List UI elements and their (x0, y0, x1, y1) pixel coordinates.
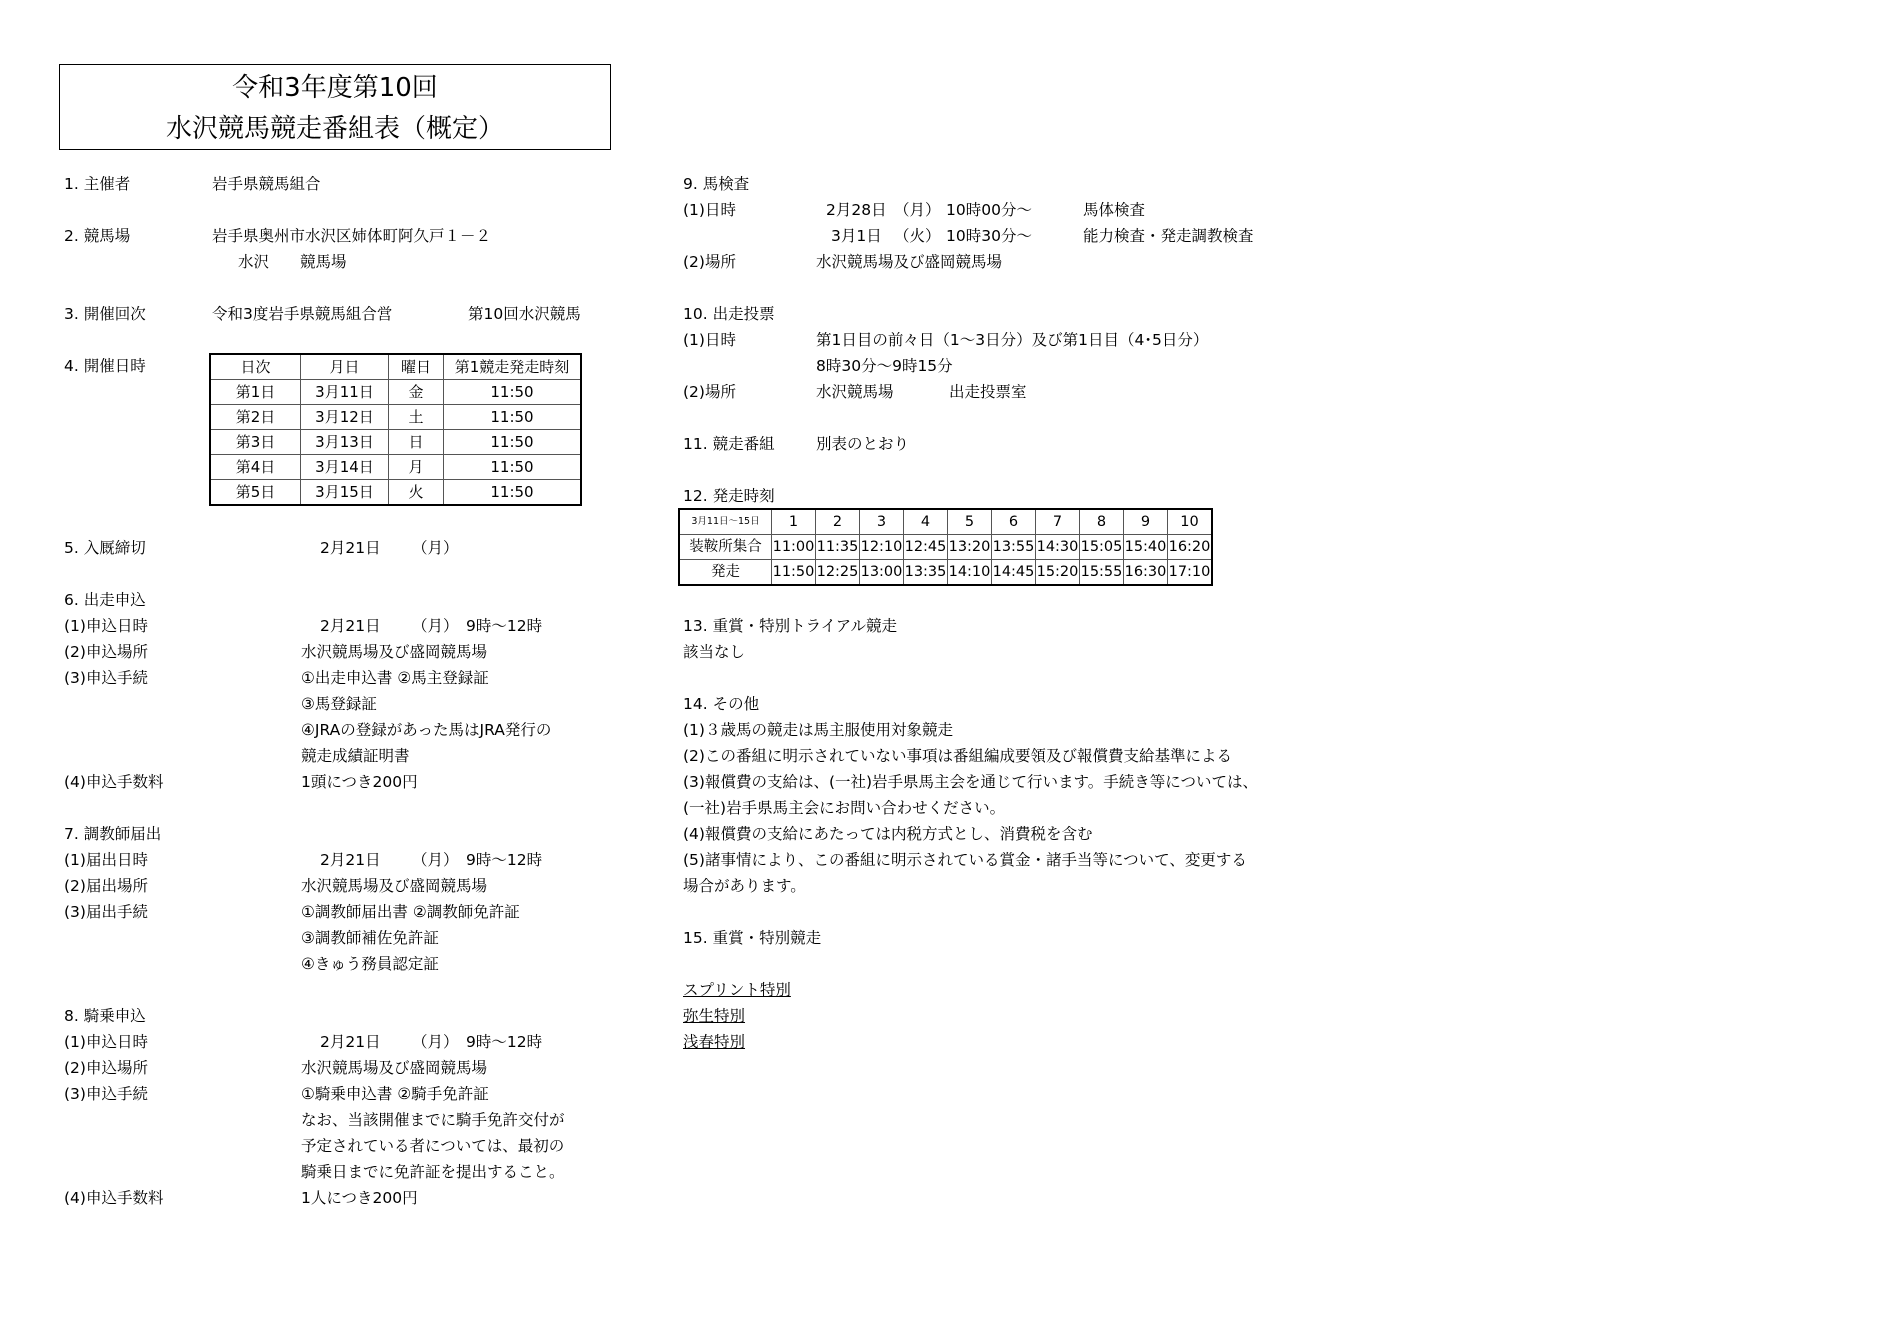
s8-label: 8. 騎乗申込 (64, 1007, 146, 1025)
table-header-row (210, 354, 581, 380)
s9-row-2-dow: （火） (894, 227, 941, 245)
s14-label: 14. その他 (683, 695, 760, 713)
s6-item-4-value: 1頭につき200円 (301, 773, 418, 791)
row-label: 発走 (679, 560, 772, 586)
table-cell: 12:10 (860, 535, 904, 560)
s7-item-3-line-1: ①調教師届出書 ②調教師免許証 (301, 903, 520, 921)
special-race-link[interactable]: 浅春特別 (683, 1033, 746, 1051)
table-cell: 14:45 (992, 560, 1036, 586)
race-number: 3 (860, 509, 904, 535)
s6-item-1-time: 9時～12時 (466, 617, 543, 635)
race-number: 6 (992, 509, 1036, 535)
table-cell: 14:10 (948, 560, 992, 586)
s6-item-1-date: 2月21日 (320, 617, 381, 635)
table-cell: 11:50 (444, 405, 582, 430)
s8-item-4-label: (4)申込手数料 (64, 1189, 164, 1207)
s7-item-3-line-3: ④きゅう務員認定証 (301, 955, 439, 973)
table-cell: 15:05 (1080, 535, 1124, 560)
table-cell: 第4日 (210, 455, 301, 480)
start-time-table (678, 508, 1213, 586)
table-header: 月日 (301, 354, 389, 380)
s6-item-2-label: (2)申込場所 (64, 643, 148, 661)
table-row (210, 405, 581, 430)
race-number: 9 (1124, 509, 1168, 535)
s14-line: (5)諸事情により、この番組に明示されている賞金・諸手当等について、変更する (683, 851, 1247, 869)
s6-item-3-line-2: ③馬登録証 (301, 695, 377, 713)
s7-item-3-label: (3)届出手続 (64, 903, 148, 921)
s4-label: 4. 開催日時 (64, 357, 146, 375)
race-number: 4 (904, 509, 948, 535)
table-cell: 11:50 (444, 380, 582, 405)
s7-item-1-label: (1)届出日時 (64, 851, 148, 869)
table-cell: 11:50 (444, 455, 582, 480)
s9-item-2-label: (2)場所 (683, 253, 736, 271)
s10-item-2-value-b: 出走投票室 (949, 383, 1027, 401)
table-cell: 17:10 (1168, 560, 1213, 586)
table-cell: 12:25 (816, 560, 860, 586)
table-cell: 3月14日 (301, 455, 389, 480)
table-row (210, 455, 581, 480)
table-row (210, 430, 581, 455)
table-cell: 第5日 (210, 480, 301, 506)
s11-label: 11. 競走番組 (683, 435, 775, 453)
s7-item-2-value: 水沢競馬場及び盛岡競馬場 (301, 877, 488, 895)
s9-row-2-time: 10時30分～ (946, 227, 1032, 245)
table-cell: 11:50 (444, 430, 582, 455)
table-cell: 3月15日 (301, 480, 389, 506)
s5-date: 2月21日 (320, 539, 381, 557)
row-label: 装鞍所集合 (679, 535, 772, 560)
table-cell: 第3日 (210, 430, 301, 455)
s8-item-1-date: 2月21日 (320, 1033, 381, 1051)
table-corner-cell: 3月11日～15日 (679, 509, 772, 535)
s6-label: 6. 出走申込 (64, 591, 146, 609)
s3-value: 令和3度岩手県競馬組合営 (212, 305, 393, 323)
table-cell: 11:50 (444, 480, 582, 506)
s8-item-3-line-3: 予定されている者については、最初の (301, 1137, 565, 1155)
s8-item-2-label: (2)申込場所 (64, 1059, 148, 1077)
s9-item-1-label: (1)日時 (683, 201, 736, 219)
s6-item-2-value: 水沢競馬場及び盛岡競馬場 (301, 643, 488, 661)
s8-item-2-value: 水沢競馬場及び盛岡競馬場 (301, 1059, 488, 1077)
s2-value-1: 岩手県奥州市水沢区姉体町阿久戸１－２ (212, 227, 492, 245)
s1-value: 岩手県競馬組合 (212, 175, 321, 193)
table-row (210, 380, 581, 405)
table-header: 曜日 (389, 354, 444, 380)
s6-item-3-line-4: 競走成績証明書 (301, 747, 410, 765)
s6-item-1-label: (1)申込日時 (64, 617, 148, 635)
s9-row-2-desc: 能力検査・発走調教検査 (1083, 227, 1254, 245)
table-header: 第1競走発走時刻 (444, 354, 582, 380)
table-cell: 13:55 (992, 535, 1036, 560)
race-number: 5 (948, 509, 992, 535)
s14-line: (一社)岩手県馬主会にお問い合わせください。 (683, 799, 1006, 817)
table-cell: 13:35 (904, 560, 948, 586)
s14-line: 場合があります。 (683, 877, 806, 895)
race-number: 2 (816, 509, 860, 535)
table-row (679, 560, 1212, 586)
s6-item-1-dow: （月） (412, 617, 459, 635)
s9-label: 9. 馬検査 (683, 175, 750, 193)
race-number: 10 (1168, 509, 1213, 535)
s9-row-1-dow: （月） (894, 201, 941, 219)
table-cell: 日 (389, 430, 444, 455)
table-cell: 11:35 (816, 535, 860, 560)
s5-dow: （月） (412, 539, 459, 557)
s1-label: 1. 主催者 (64, 175, 131, 193)
s6-item-3-label: (3)申込手続 (64, 669, 148, 687)
s14-line: (4)報償費の支給にあたっては内税方式とし、消費税を含む (683, 825, 1093, 843)
s8-item-3-line-1: ①騎乗申込書 ②騎手免許証 (301, 1085, 489, 1103)
table-row (210, 480, 581, 506)
s8-item-3-line-2: なお、当該開催までに騎手免許交付が (301, 1111, 565, 1129)
table-cell: 金 (389, 380, 444, 405)
title-line-2: 水沢競馬競走番組表（概定） (165, 114, 504, 144)
s2-value-2: 水沢 競馬場 (238, 253, 347, 271)
table-cell: 13:20 (948, 535, 992, 560)
table-cell: 14:30 (1036, 535, 1080, 560)
s8-item-1-label: (1)申込日時 (64, 1033, 148, 1051)
s7-item-2-label: (2)届出場所 (64, 877, 148, 895)
table-cell: 15:40 (1124, 535, 1168, 560)
schedule-table (209, 353, 582, 506)
s10-item-2-label: (2)場所 (683, 383, 736, 401)
s8-item-1-dow: （月） (412, 1033, 459, 1051)
s9-row-1-time: 10時00分～ (946, 201, 1032, 219)
table-header: 日次 (210, 354, 301, 380)
s10-item-2-value: 水沢競馬場 (816, 383, 894, 401)
s7-item-3-line-2: ③調教師補佐免許証 (301, 929, 439, 947)
table-cell: 第1日 (210, 380, 301, 405)
special-race-link[interactable]: 弥生特別 (683, 1007, 746, 1025)
table-row (679, 535, 1212, 560)
title-box (59, 64, 611, 150)
s7-label: 7. 調教師届出 (64, 825, 162, 843)
table-cell: 土 (389, 405, 444, 430)
table-cell: 16:30 (1124, 560, 1168, 586)
s13-label: 13. 重賞・特別トライアル競走 (683, 617, 898, 635)
table-cell: 11:00 (772, 535, 816, 560)
race-number: 8 (1080, 509, 1124, 535)
s7-item-1-date: 2月21日 (320, 851, 381, 869)
table-cell: 12:45 (904, 535, 948, 560)
s10-item-1-label: (1)日時 (683, 331, 736, 349)
s5-label: 5. 入厩締切 (64, 539, 146, 557)
s10-label: 10. 出走投票 (683, 305, 775, 323)
s10-item-1-line-1: 第1日目の前々日（1～3日分）及び第1日目（4･5日分） (816, 331, 1209, 349)
table-cell: 3月12日 (301, 405, 389, 430)
s8-item-3-line-4: 騎乗日までに免許証を提出すること。 (301, 1163, 565, 1181)
s7-item-1-time: 9時～12時 (466, 851, 543, 869)
s8-item-4-value: 1人につき200円 (301, 1189, 418, 1207)
s3-label: 3. 開催回次 (64, 305, 146, 323)
s10-item-1-line-2: 8時30分～9時15分 (816, 357, 953, 375)
s9-row-2-date: 3月1日 (831, 227, 882, 245)
s6-item-3-line-3: ④JRAの登録があった馬はJRA発行の (301, 721, 552, 739)
s7-item-1-dow: （月） (412, 851, 459, 869)
s9-row-1-date: 2月28日 (826, 201, 887, 219)
table-cell: 13:00 (860, 560, 904, 586)
s3-value-b: 第10回水沢競馬 (468, 305, 581, 323)
table-cell: 第2日 (210, 405, 301, 430)
s13-value: 該当なし (683, 643, 746, 661)
table-cell: 11:50 (772, 560, 816, 586)
table-cell: 月 (389, 455, 444, 480)
table-cell: 3月13日 (301, 430, 389, 455)
table-header-row (679, 509, 1212, 535)
s15-label: 15. 重賞・特別競走 (683, 929, 822, 947)
s6-item-4-label: (4)申込手数料 (64, 773, 164, 791)
s8-item-3-label: (3)申込手続 (64, 1085, 148, 1103)
s14-line: (1)３歳馬の競走は馬主服使用対象競走 (683, 721, 953, 739)
s6-item-3-line-1: ①出走申込書 ②馬主登録証 (301, 669, 489, 687)
table-cell: 火 (389, 480, 444, 506)
special-race-link[interactable]: スプリント特別 (683, 981, 791, 999)
race-number: 7 (1036, 509, 1080, 535)
s8-item-1-time: 9時～12時 (466, 1033, 543, 1051)
s9-row-1-desc: 馬体検査 (1083, 201, 1146, 219)
table-cell: 16:20 (1168, 535, 1213, 560)
s14-line: (2)この番組に明示されていない事項は番組編成要領及び報償費支給基準による (683, 747, 1232, 765)
s12-label: 12. 発走時刻 (683, 487, 775, 505)
table-cell: 3月11日 (301, 380, 389, 405)
race-number: 1 (772, 509, 816, 535)
s2-label: 2. 競馬場 (64, 227, 131, 245)
table-cell: 15:20 (1036, 560, 1080, 586)
table-cell: 15:55 (1080, 560, 1124, 586)
s14-line: (3)報償費の支給は、(一社)岩手県馬主会を通じて行います。手続き等については、 (683, 773, 1259, 791)
title-line-1: 令和3年度第10回 (232, 73, 438, 103)
s9-item-2-value: 水沢競馬場及び盛岡競馬場 (816, 253, 1003, 271)
s11-value: 別表のとおり (816, 435, 910, 453)
